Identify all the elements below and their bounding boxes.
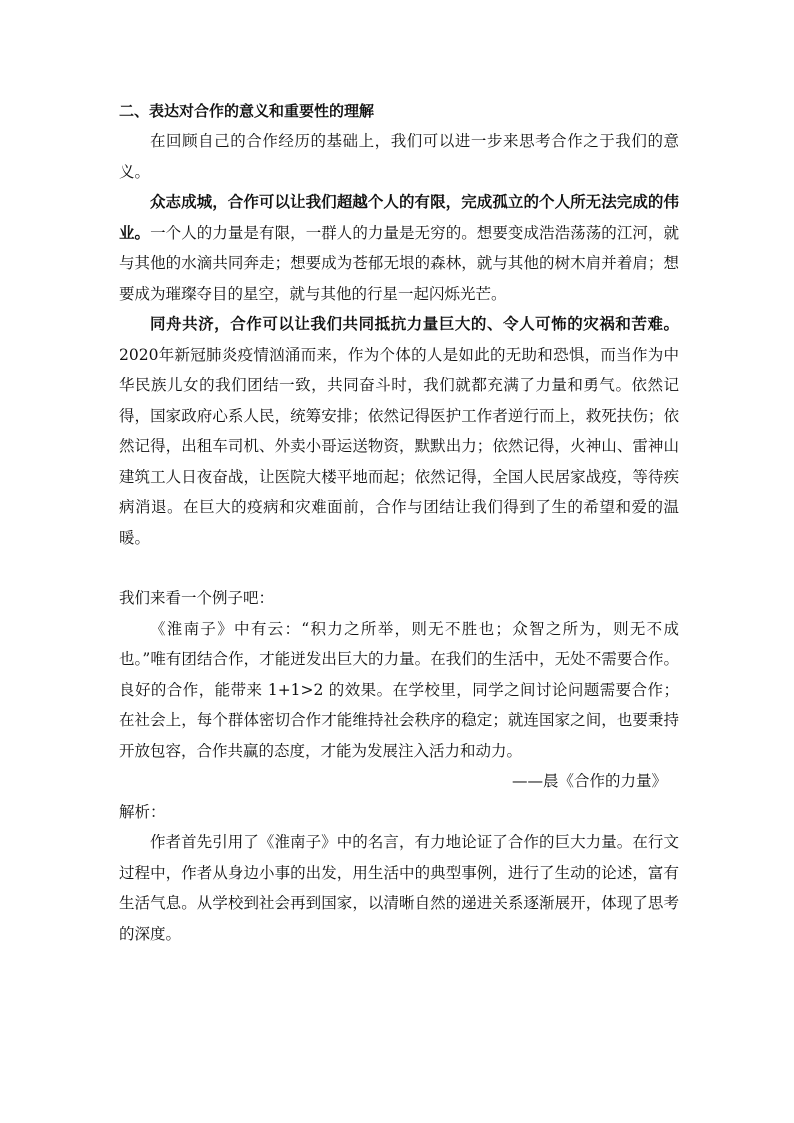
intro-paragraph: 在回顾自己的合作经历的基础上，我们可以进一步来思考合作之于我们的意义。 bbox=[119, 132, 679, 181]
example-paragraph: 《淮南子》中有云：“积力之所举，则无不胜也；众智之所为，则无不成也。”唯有团结合作，才能迸发出巨大的力量。在我们的生活中，无处不需要合作。良好的合作，能带来 1+1>2 的效果。在学校里，同学之间讨论问题需要合作；在社会上，每个群体密切合作才能维持社会秩序的稳定；就连国家之间，也要秉持开放包容，合作共赢的态度，才能为发展注入活力和动力。 bbox=[119, 619, 679, 760]
example-intro: 我们来看一个例子吧： bbox=[119, 589, 275, 607]
section-spacer bbox=[119, 553, 679, 583]
point-one-body: 一个人的力量是有限，一群人的力量是无穷的。想要变成浩浩荡荡的江河，就与其他的水滴共同奔走；想要成为苍郁无垠的森林，就与其他的树木肩并着肩；想要成为璀璨夺目的星空，就与其他的行星一起闪烁光芒。 bbox=[119, 223, 679, 303]
point-one-paragraph bbox=[119, 187, 679, 309]
analysis-label: 解析： bbox=[119, 802, 166, 821]
point-two-body: 2020年新冠肺炎疫情汹涌而来，作为个体的人是如此的无助和恐惧，而当作为中华民族儿女的我们团结一致，共同奋斗时，我们就都充满了力量和勇气。依然记得，国家政府心系人民，统筹安排；依然记得医护工作者逆行而上，救死扶伤；依然记得，出租车司机、外卖小哥运送物资，默默出力；依然记得，火神山、雷神山建筑工人日夜奋战，让医院大楼平地而起；依然记得，全国人民居家战疫，等待疾病消退。在巨大的疫病和灾难面前，合作与团结让我们得到了生的希望和爱的温暖。 bbox=[119, 345, 679, 547]
section-heading: 二、表达对合作的意义和重要性的理解 bbox=[119, 102, 375, 120]
document-page bbox=[119, 96, 679, 949]
point-two-lead: 同舟共济，合作可以让我们共同抵抗力量巨大的、令人可怖的灾祸和苦难。 bbox=[150, 315, 679, 333]
point-two-paragraph bbox=[119, 309, 679, 553]
point-one-lead: 众志成城，合作可以让我们超越个人的有限，完成孤立的个人所无法完成的伟业。 bbox=[119, 193, 679, 242]
example-attribution: ——晨《合作的力量》 bbox=[511, 772, 667, 790]
analysis-paragraph: 作者首先引用了《淮南子》中的名言，有力地论证了合作的巨大力量。在行文过程中，作者从身边小事的出发，用生活中的典型事例，进行了生动的论述，富有生活气息。从学校到社会再到国家，以清晰自然的递进关系逐渐展开，体现了思考的深度。 bbox=[119, 833, 679, 943]
